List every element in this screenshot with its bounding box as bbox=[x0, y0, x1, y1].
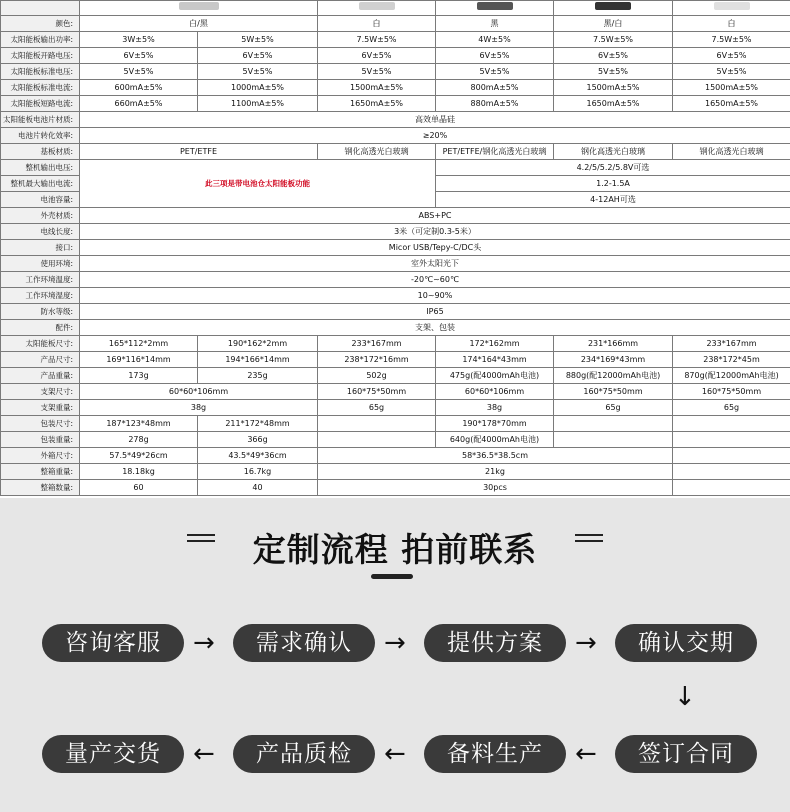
spec-cell: 660mA±5% bbox=[80, 96, 198, 112]
spec-row bbox=[1, 160, 790, 176]
spec-row bbox=[1, 96, 790, 112]
spec-label: 颜色: bbox=[1, 16, 80, 32]
spec-cell: Micor USB/Tepy-C/DC头 bbox=[80, 240, 790, 256]
spec-cell: 640g(配4000mAh电池) bbox=[436, 432, 554, 448]
spec-label: 支架尺寸: bbox=[1, 384, 80, 400]
product-image-icon bbox=[359, 2, 395, 10]
step-quality-check: 产品质检 bbox=[233, 735, 375, 773]
spec-row bbox=[1, 448, 790, 464]
spec-cell: 4-12AH可选 bbox=[436, 192, 790, 208]
spec-cell: 1500mA±5% bbox=[554, 80, 673, 96]
spec-cell: 4.2/5/5.2/5.8V可选 bbox=[436, 160, 790, 176]
spec-cell bbox=[673, 480, 790, 496]
title-deco-right bbox=[575, 534, 603, 546]
spec-row bbox=[1, 304, 790, 320]
spec-cell bbox=[318, 432, 436, 448]
spec-cell: 160*75*50mm bbox=[318, 384, 436, 400]
spec-cell: 21kg bbox=[318, 464, 673, 480]
spec-cell: 58*36.5*38.5cm bbox=[318, 448, 673, 464]
spec-label: 整机最大输出电流: bbox=[1, 176, 80, 192]
spec-label: 电池容量: bbox=[1, 192, 80, 208]
spec-label: 配件: bbox=[1, 320, 80, 336]
spec-cell: 233*167mm bbox=[318, 336, 436, 352]
spec-cell bbox=[673, 416, 790, 432]
spec-label: 使用环境: bbox=[1, 256, 80, 272]
spec-cell: 黑 bbox=[436, 16, 554, 32]
product-thumbnail bbox=[554, 1, 673, 16]
spec-cell: 194*166*14mm bbox=[198, 352, 318, 368]
spec-cell: 600mA±5% bbox=[80, 80, 198, 96]
spec-row bbox=[1, 64, 790, 80]
spec-label: 支架重量: bbox=[1, 400, 80, 416]
spec-cell: 1650mA±5% bbox=[554, 96, 673, 112]
spec-row bbox=[1, 48, 790, 64]
spec-label: 太阳能板开路电压: bbox=[1, 48, 80, 64]
spec-cell bbox=[673, 432, 790, 448]
step-mass-delivery: 量产交货 bbox=[42, 735, 184, 773]
spec-cell: 此三项是带电池仓太阳能板功能 bbox=[80, 160, 436, 208]
spec-cell: 174*164*43mm bbox=[436, 352, 554, 368]
spec-cell: 172*162mm bbox=[436, 336, 554, 352]
spec-cell: 钢化高透光白玻璃 bbox=[554, 144, 673, 160]
spec-cell: 65g bbox=[673, 400, 790, 416]
spec-row bbox=[1, 112, 790, 128]
spec-cell: 4W±5% bbox=[436, 32, 554, 48]
spec-row bbox=[1, 272, 790, 288]
spec-cell: 60 bbox=[80, 480, 198, 496]
spec-cell: 38g bbox=[436, 400, 554, 416]
spec-row bbox=[1, 464, 790, 480]
spec-cell: 支架、包装 bbox=[80, 320, 790, 336]
spec-cell: 3W±5% bbox=[80, 32, 198, 48]
spec-cell: 57.5*49*26cm bbox=[80, 448, 198, 464]
spec-cell: 800mA±5% bbox=[436, 80, 554, 96]
spec-label: 电池片转化效率: bbox=[1, 128, 80, 144]
process-title-row bbox=[0, 512, 790, 568]
spec-cell: 高效单晶硅 bbox=[80, 112, 790, 128]
spec-cell: 1.2-1.5A bbox=[436, 176, 790, 192]
spec-cell: 231*166mm bbox=[554, 336, 673, 352]
spec-cell: 165*112*2mm bbox=[80, 336, 198, 352]
spec-cell: 10~90% bbox=[80, 288, 790, 304]
spec-row bbox=[1, 32, 790, 48]
spec-row bbox=[1, 144, 790, 160]
arrow-left-icon: ← bbox=[575, 739, 597, 769]
spec-cell: PET/ETFE/钢化高透光白玻璃 bbox=[436, 144, 554, 160]
spec-cell: 1100mA±5% bbox=[198, 96, 318, 112]
spec-label: 整箱重量: bbox=[1, 464, 80, 480]
spec-label: 太阳能板电池片材质: bbox=[1, 112, 80, 128]
arrow-down-icon: ↓ bbox=[674, 682, 696, 712]
spec-cell: 43.5*49*36cm bbox=[198, 448, 318, 464]
spec-cell: 6V±5% bbox=[436, 48, 554, 64]
spec-cell bbox=[554, 432, 673, 448]
spec-row bbox=[1, 320, 790, 336]
spec-cell: 5V±5% bbox=[436, 64, 554, 80]
spec-cell: 238*172*45m bbox=[673, 352, 790, 368]
spec-cell bbox=[554, 416, 673, 432]
arrow-right-icon: → bbox=[193, 628, 215, 658]
arrow-right-icon: → bbox=[575, 628, 597, 658]
spec-cell: ABS+PC bbox=[80, 208, 790, 224]
spec-cell: 5V±5% bbox=[673, 64, 790, 80]
spec-row bbox=[1, 400, 790, 416]
spec-cell: 173g bbox=[80, 368, 198, 384]
arrow-left-icon: ← bbox=[193, 739, 215, 769]
step-confirm-delivery: 确认交期 bbox=[615, 624, 757, 662]
spec-cell: 234*169*43mm bbox=[554, 352, 673, 368]
spec-cell: 235g bbox=[198, 368, 318, 384]
product-image-icon bbox=[714, 2, 750, 10]
spec-cell: 5V±5% bbox=[318, 64, 436, 80]
product-image-icon bbox=[477, 2, 513, 10]
spec-cell: 5V±5% bbox=[554, 64, 673, 80]
spec-label: 太阳能板尺寸: bbox=[1, 336, 80, 352]
step-consult: 咨询客服 bbox=[42, 624, 184, 662]
arrow-right-icon: → bbox=[384, 628, 406, 658]
spec-row bbox=[1, 128, 790, 144]
spec-label: 太阳能板标准电压: bbox=[1, 64, 80, 80]
spec-cell: 白 bbox=[673, 16, 790, 32]
spec-cell: 880g(配12000mAh电池) bbox=[554, 368, 673, 384]
spec-cell: 7.5W±5% bbox=[554, 32, 673, 48]
spec-row bbox=[1, 384, 790, 400]
spec-cell: 190*178*70mm bbox=[436, 416, 554, 432]
spec-label: 整箱数量: bbox=[1, 480, 80, 496]
spec-cell: 6V±5% bbox=[198, 48, 318, 64]
spec-cell: 30pcs bbox=[318, 480, 673, 496]
spec-label: 电线长度: bbox=[1, 224, 80, 240]
spec-label: 接口: bbox=[1, 240, 80, 256]
spec-row bbox=[1, 1, 790, 16]
spec-label: 外壳材质: bbox=[1, 208, 80, 224]
product-thumbnail bbox=[436, 1, 554, 16]
spec-row bbox=[1, 288, 790, 304]
spec-cell: 870g(配12000mAh电池) bbox=[673, 368, 790, 384]
spec-cell: 160*75*50mm bbox=[673, 384, 790, 400]
product-image-icon bbox=[595, 2, 631, 10]
step-confirm-needs: 需求确认 bbox=[233, 624, 375, 662]
spec-cell: 7.5W±5% bbox=[318, 32, 436, 48]
spec-cell: 1500mA±5% bbox=[673, 80, 790, 96]
spec-cell: 6V±5% bbox=[673, 48, 790, 64]
product-image-icon bbox=[179, 2, 219, 10]
spec-cell: 5V±5% bbox=[80, 64, 198, 80]
spec-cell: 钢化高透光白玻璃 bbox=[673, 144, 790, 160]
spec-cell: 1650mA±5% bbox=[318, 96, 436, 112]
spec-cell: 黑/白 bbox=[554, 16, 673, 32]
spec-cell: IP65 bbox=[80, 304, 790, 320]
spec-label: 基板材质: bbox=[1, 144, 80, 160]
spec-cell: 366g bbox=[198, 432, 318, 448]
step-prepare-production: 备料生产 bbox=[424, 735, 566, 773]
spec-row bbox=[1, 224, 790, 240]
step-provide-plan: 提供方案 bbox=[424, 624, 566, 662]
spec-row bbox=[1, 352, 790, 368]
spec-cell: 6V±5% bbox=[554, 48, 673, 64]
spec-cell: PET/ETFE bbox=[80, 144, 318, 160]
spec-label: 产品重量: bbox=[1, 368, 80, 384]
spec-row bbox=[1, 480, 790, 496]
spec-row bbox=[1, 368, 790, 384]
spec-label: 产品尺寸: bbox=[1, 352, 80, 368]
spec-row bbox=[1, 336, 790, 352]
spec-cell: 160*75*50mm bbox=[554, 384, 673, 400]
arrow-left-icon: ← bbox=[384, 739, 406, 769]
spec-label: 包装尺寸: bbox=[1, 416, 80, 432]
spec-cell: 白/黑 bbox=[80, 16, 318, 32]
spec-label: 太阳能板短路电流: bbox=[1, 96, 80, 112]
spec-row bbox=[1, 432, 790, 448]
spec-row bbox=[1, 240, 790, 256]
spec-cell bbox=[673, 448, 790, 464]
spec-label: 整机输出电压: bbox=[1, 160, 80, 176]
spec-cell: 3米（可定制0.3-5米） bbox=[80, 224, 790, 240]
spec-cell: 65g bbox=[554, 400, 673, 416]
spec-cell: 5V±5% bbox=[198, 64, 318, 80]
step-sign-contract: 签订合同 bbox=[615, 735, 757, 773]
spec-cell: 65g bbox=[318, 400, 436, 416]
spec-cell: 475g(配4000mAh电池) bbox=[436, 368, 554, 384]
spec-label: 工作环境温度: bbox=[1, 272, 80, 288]
spec-cell: 190*162*2mm bbox=[198, 336, 318, 352]
spec-cell: 钢化高透光白玻璃 bbox=[318, 144, 436, 160]
spec-cell: 880mA±5% bbox=[436, 96, 554, 112]
spec-label: 太阳能板标准电流: bbox=[1, 80, 80, 96]
spec-cell: 1500mA±5% bbox=[318, 80, 436, 96]
spec-cell: 室外太阳光下 bbox=[80, 256, 790, 272]
spec-cell bbox=[318, 416, 436, 432]
spec-label: 太阳能板输出功率: bbox=[1, 32, 80, 48]
custom-process-section bbox=[0, 498, 790, 812]
spec-cell: 1650mA±5% bbox=[673, 96, 790, 112]
spec-label: 外箱尺寸: bbox=[1, 448, 80, 464]
spec-label: 防水等级: bbox=[1, 304, 80, 320]
spec-cell: 5W±5% bbox=[198, 32, 318, 48]
spec-row bbox=[1, 416, 790, 432]
spec-cell: 18.18kg bbox=[80, 464, 198, 480]
spec-cell: 60*60*106mm bbox=[436, 384, 554, 400]
title-underline bbox=[371, 574, 413, 579]
spec-cell: 169*116*14mm bbox=[80, 352, 198, 368]
product-thumbnail bbox=[80, 1, 318, 16]
spec-label bbox=[1, 1, 80, 16]
spec-cell: 187*123*48mm bbox=[80, 416, 198, 432]
spec-cell: 白 bbox=[318, 16, 436, 32]
spec-cell: 6V±5% bbox=[318, 48, 436, 64]
spec-row bbox=[1, 80, 790, 96]
spec-cell: 238*172*16mm bbox=[318, 352, 436, 368]
spec-row bbox=[1, 16, 790, 32]
spec-cell: 6V±5% bbox=[80, 48, 198, 64]
spec-cell: 1000mA±5% bbox=[198, 80, 318, 96]
spec-row bbox=[1, 208, 790, 224]
process-title: 定制流程 拍前联系 bbox=[252, 530, 538, 569]
spec-cell: 7.5W±5% bbox=[673, 32, 790, 48]
spec-cell: 60*60*106mm bbox=[80, 384, 318, 400]
spec-cell: 211*172*48mm bbox=[198, 416, 318, 432]
spec-cell: 278g bbox=[80, 432, 198, 448]
spec-row bbox=[1, 256, 790, 272]
spec-cell: 502g bbox=[318, 368, 436, 384]
spec-cell: 16.7kg bbox=[198, 464, 318, 480]
spec-cell: 40 bbox=[198, 480, 318, 496]
spec-cell: 38g bbox=[80, 400, 318, 416]
product-thumbnail bbox=[318, 1, 436, 16]
spec-cell: 233*167mm bbox=[673, 336, 790, 352]
spec-cell bbox=[673, 464, 790, 480]
spec-label: 包装重量: bbox=[1, 432, 80, 448]
spec-cell: -20℃~60℃ bbox=[80, 272, 790, 288]
spec-label: 工作环境湿度: bbox=[1, 288, 80, 304]
product-thumbnail bbox=[673, 1, 790, 16]
spec-cell: ≥20% bbox=[80, 128, 790, 144]
